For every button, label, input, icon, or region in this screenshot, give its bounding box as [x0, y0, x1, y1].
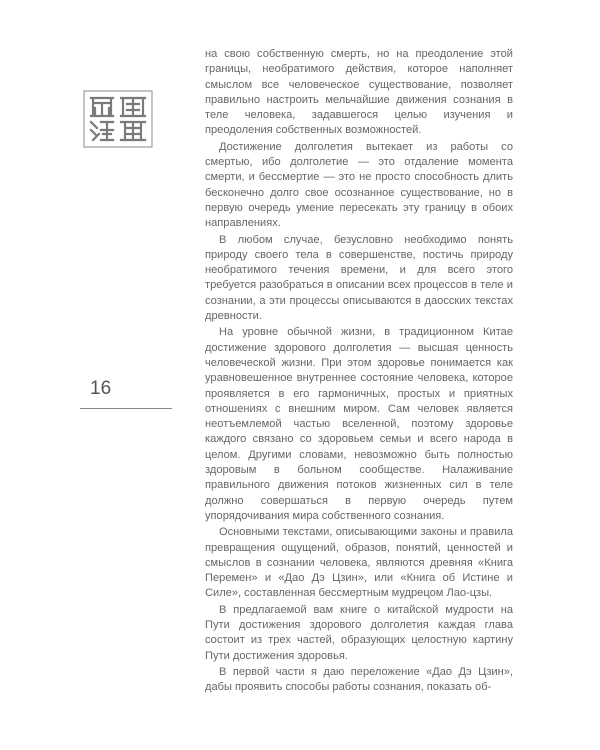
page-number-block [80, 378, 172, 409]
seal-stamp-logo [83, 90, 153, 148]
paragraph: В любом случае, безусловно необходимо понять природу своего тела в совершенстве, постичь природу необратимого течения времени, и для всего этого требуется разобраться в описании всех процессов в теле и сознании, а эти процессы описываются в даосских текстах древности. [205, 233, 513, 323]
paragraph: Основными текстами, описывающими законы и правила превращения ощущений, образов, понятий, ценностей и смыслов в сознании человека, являются древняя «Книга Перемен» и «Дао Дэ Цзин», или «Книга об Истине и Силе», составленная бессмертным мудрецом Лао-цзы. [205, 526, 513, 600]
paragraph: На уровне обычной жизни, в традиционном Китае достижение здорового долголетия — высшая ценность человеческой жизни. При этом здоровье понимается как уравновешенное внутреннее состояние человека, которое проявляется в его гармоничных, простых и приятных отношениях с внешним миром. Сам человек является неотъемлемой частью вселенной, поэтому здоровье каждого связано со здоровьем семьи и всего народа в целом. Другими словами, невозможно быть полностью здоровым в больном сообществе. Налаживание правильного движения потоков жизненных сил в теле должно совершаться в первую очередь путем упорядочивания мира собственного сознания. [205, 326, 513, 522]
paragraph: на свою собственную смерть, но на преодоление этой границы, необратимого действия, которое наполняет смыслом все человеческое существование, позволяет правильно настроить мельчайшие движения сознания в теле человека, задавшегося целью изучения и преодоления собственных возможностей. [205, 48, 513, 137]
page-number: 16 [90, 378, 112, 399]
paragraph: В предлагаемой вам книге о китайской мудрости на Пути достижения здорового долголетия каждая глава состоит из трех частей, образующих целостную картину Пути достижения здоровья. [205, 603, 513, 662]
paragraph: Достижение долголетия вытекает из работы со смертью, ибо долголетие — это отдаление момента смерти, и бессмертие — это не просто способность длить бесконечно долго свое осознанное существование, но в первую очередь умение пересекать эту границу в обоих направлениях. [205, 140, 513, 230]
page-number-rule [80, 408, 172, 409]
body-text-column [205, 47, 513, 696]
paragraph: В первой части я даю переложение «Дао Дэ Цзин», дабы проявить способы работы сознания, показать об- [205, 665, 513, 694]
seal-glyphs [83, 90, 153, 148]
